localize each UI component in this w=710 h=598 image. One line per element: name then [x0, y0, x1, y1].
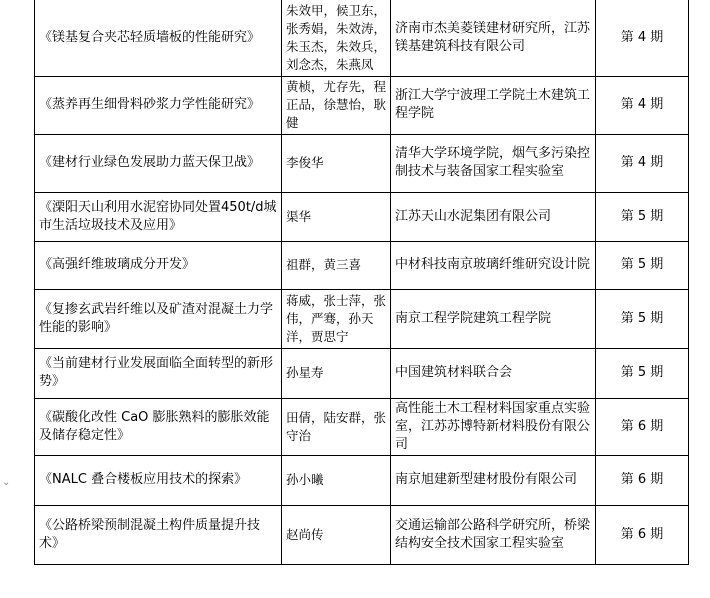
paper-issue: 第 5 期: [596, 241, 689, 289]
paper-authors: 黄桢，尤存先，程正品，徐慧怡，耿健: [282, 76, 391, 134]
paper-authors: 孙小曦: [282, 455, 391, 505]
paper-authors: 孙星寿: [282, 348, 391, 398]
paper-title: 《高强纤维玻璃成分开发》: [35, 241, 282, 289]
table-row: [35, 348, 689, 398]
paper-organization: 中国建筑材料联合会: [391, 348, 596, 398]
table-row: [35, 76, 689, 134]
table-row: [35, 398, 689, 455]
paper-title: 《镁基复合夹芯轻质墙板的性能研究》: [35, 0, 282, 76]
table-row: [35, 505, 689, 564]
paper-organization: 中材科技南京玻璃纤维研究设计院: [391, 241, 596, 289]
paper-organization: 交通运输部公路科学研究所，桥梁结构安全技术国家工程实验室: [391, 505, 596, 564]
paper-title: 《碳酸化改性 CaO 膨胀熟料的膨胀效能及储存稳定性》: [35, 398, 282, 455]
paper-authors: 李俊华: [282, 134, 391, 192]
papers-table: [34, 0, 689, 565]
paper-title: 《溧阳天山利用水泥窑协同处置450t/d城市生活垃圾技术及应用》: [35, 192, 282, 241]
table-row: [35, 289, 689, 348]
paper-organization: 清华大学环境学院，烟气多污染控制技术与装备国家工程实验室: [391, 134, 596, 192]
paper-issue: 第 5 期: [596, 192, 689, 241]
chevron-down-icon[interactable]: ⌄: [2, 477, 11, 488]
paper-title: 《复掺玄武岩纤维以及矿渣对混凝土力学性能的影响》: [35, 289, 282, 348]
table-row: [35, 241, 689, 289]
paper-organization: 浙江大学宁波理工学院土木建筑工程学院: [391, 76, 596, 134]
paper-authors: 蒋威，张士萍，张伟，严骞，孙天洋，贾思宁: [282, 289, 391, 348]
paper-issue: 第 5 期: [596, 289, 689, 348]
table-row: [35, 192, 689, 241]
paper-title: 《建材行业绿色发展助力蓝天保卫战》: [35, 134, 282, 192]
paper-issue: 第 6 期: [596, 455, 689, 505]
paper-issue: 第 4 期: [596, 76, 689, 134]
paper-issue: 第 4 期: [596, 0, 689, 76]
paper-organization: 南京工程学院建筑工程学院: [391, 289, 596, 348]
paper-title: 《蒸养再生细骨料砂浆力学性能研究》: [35, 76, 282, 134]
paper-issue: 第 5 期: [596, 348, 689, 398]
paper-authors: 渠华: [282, 192, 391, 241]
paper-title: 《当前建材行业发展面临全面转型的新形势》: [35, 348, 282, 398]
paper-issue: 第 6 期: [596, 505, 689, 564]
paper-title: 《公路桥梁预制混凝土构件质量提升技术》: [35, 505, 282, 564]
paper-authors: 田倩，陆安群，张守治: [282, 398, 391, 455]
paper-authors: 赵尚传: [282, 505, 391, 564]
table-row: [35, 134, 689, 192]
paper-organization: 南京旭建新型建材股份有限公司: [391, 455, 596, 505]
paper-organization: 济南市杰美菱镁建材研究所，江苏镁基建筑科技有限公司: [391, 0, 596, 76]
paper-authors: 祖群，黄三喜: [282, 241, 391, 289]
paper-title: 《NALC 叠合楼板应用技术的探索》: [35, 455, 282, 505]
paper-issue: 第 4 期: [596, 134, 689, 192]
table-row: [35, 455, 689, 505]
paper-organization: 高性能土木工程材料国家重点实验室，江苏苏博特新材料股份有限公司: [391, 398, 596, 455]
paper-issue: 第 6 期: [596, 398, 689, 455]
paper-authors: 朱效甲，候卫东，张秀娟，朱效涛，朱玉杰，朱效兵，刘念杰，朱燕凤: [282, 0, 391, 76]
table-row: [35, 0, 689, 76]
paper-organization: 江苏天山水泥集团有限公司: [391, 192, 596, 241]
